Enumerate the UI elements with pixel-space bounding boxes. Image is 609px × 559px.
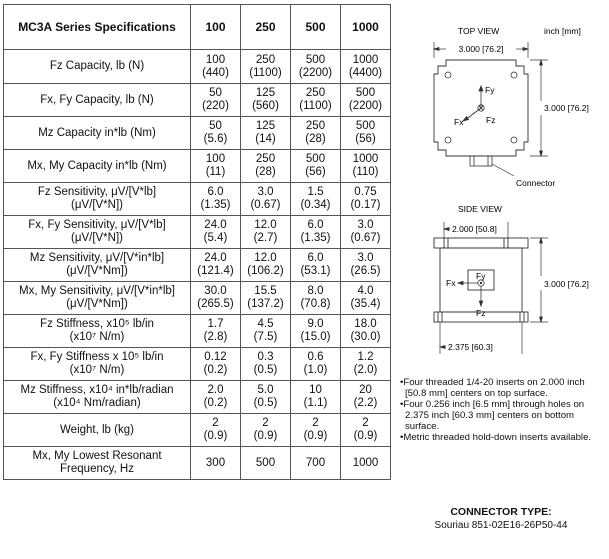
spec-label-line: Fz Sensitivity, μV/[V*lb] [37,186,157,198]
value-line: (2.8) [203,331,228,343]
value-cell [241,249,291,282]
value-cell [191,348,241,381]
value-line: 1.7 [207,318,224,330]
table-row [4,315,391,348]
spec-label-line: Fx, Fy Capacity, lb (N) [40,93,154,106]
value-cell [241,84,291,117]
value-cell [241,216,291,249]
value-cell [241,348,291,381]
value-cell [341,315,391,348]
value-line: (0.67) [350,232,381,244]
value-cell [341,84,391,117]
value-line: 6.0 [307,219,324,231]
value-line: 300 [205,456,226,469]
table-row [4,117,391,150]
value-cell [291,282,341,315]
note-bottom-holes: •Four 0.256 inch [6.5 mm] through holes on 2.375 inch [60.3 mm] centers on bottom surface. [400,399,585,432]
value-line: (2.0) [353,364,378,376]
spec-label-line: (x10⁷ N/m) [69,331,125,343]
spec-label-line: (μV/[V*N]) [71,232,123,244]
value-line: 1.2 [357,351,374,363]
spec-label-line: Mx, My Capacity in*lb (Nm) [27,159,167,172]
value-line: (0.5) [253,397,278,409]
value-line: 3.0 [357,252,374,264]
value-cell [241,117,291,150]
value-line: 100 [205,53,226,66]
value-line: 12.0 [254,219,277,231]
value-line: (440) [202,66,229,79]
value-line: (2.2) [353,397,378,409]
value-line: (70.8) [300,298,331,310]
value-line: 2 [312,417,319,429]
header-spec: MC3A Series Specifications [4,5,191,50]
value-line: 125 [255,87,276,99]
value-line: 500 [255,456,276,469]
value-cell [241,50,291,84]
value-cell [291,381,341,414]
value-line: (7.5) [253,331,278,343]
spec-label [4,381,191,414]
table-row [4,249,391,282]
value-line: 250 [305,87,326,99]
value-cell [291,348,341,381]
spec-label [4,348,191,381]
spec-label [4,447,191,480]
spec-label-line: Mz Sensitivity, μV/[V*in*lb] [29,252,165,264]
value-line: (0.9) [253,430,278,442]
spec-label-line: Mx, My Lowest Resonant [32,450,162,462]
value-cell [291,414,341,447]
value-line: (15.0) [300,331,331,343]
spec-label-line: (μV/[V*Nm]) [66,265,128,277]
value-line: (106.2) [247,265,284,277]
value-cell [191,381,241,414]
value-cell [241,150,291,183]
value-line: 2 [362,417,369,429]
value-line: 12.0 [254,252,277,264]
value-cell [341,150,391,183]
mounting-notes [400,377,600,443]
value-line: (0.5) [253,364,278,376]
value-line: (265.5) [197,298,234,310]
spec-label [4,50,191,84]
value-line: 0.12 [204,351,227,363]
spec-label-line: Fz Stiffness, x10⁵ lb/in [40,318,154,330]
value-cell [191,183,241,216]
value-line: (4400) [348,66,383,79]
value-line: 250 [255,53,276,66]
value-line: (53.1) [300,265,331,277]
value-line: 4.0 [357,285,374,297]
value-line: (1.35) [200,199,231,211]
value-cell [291,249,341,282]
value-line: (35.4) [350,298,381,310]
value-cell [241,414,291,447]
value-line: (56) [305,166,326,178]
top-view-title: TOP VIEW [458,26,500,36]
value-line: 500 [305,53,326,66]
value-cell [291,183,341,216]
value-line: 50 [209,87,222,99]
top-view-height-label: 3.000 [76.2] [544,103,589,113]
note-top-inserts: •Four threaded 1/4-20 inserts on 2.000 inch [50.8 mm] centers on top surface. [400,377,585,399]
value-line: 125 [255,120,276,132]
value-line: (0.9) [303,430,328,442]
spec-label-line: Fx, Fy Sensitivity, μV/[V*lb] [28,219,166,231]
value-line: 4.5 [257,318,274,330]
spec-label [4,249,191,282]
value-line: (56) [355,133,376,145]
value-cell [241,282,291,315]
value-line: 3.0 [357,219,374,231]
value-cell [341,249,391,282]
header-model-1000: 1000 [341,5,391,50]
table-row [4,447,391,480]
value-line: 2.0 [207,384,224,396]
value-cell [291,84,341,117]
value-line: (14) [255,133,276,145]
value-line: (30.0) [350,331,381,343]
value-line: 0.3 [257,351,274,363]
spec-label [4,414,191,447]
value-cell [191,50,241,84]
value-line: (560) [252,100,279,112]
spec-label-line: Mx, My Sensitivity, μV/[V*in*lb] [19,285,175,297]
value-line: (28) [305,133,326,145]
value-line: 3.0 [257,186,274,198]
value-line: 700 [305,456,326,469]
table-row [4,381,391,414]
value-line: (0.67) [250,199,281,211]
value-line: (1.1) [303,397,328,409]
value-line: 5.0 [257,384,274,396]
value-cell [341,117,391,150]
value-line: (5.4) [203,232,228,244]
table-row [4,50,391,84]
value-cell [341,414,391,447]
side-view-height-label: 3.000 [76.2] [544,279,589,289]
spec-label-line: Mz Stiffness, x10⁴ in*lb/radian [20,384,174,396]
value-line: 500 [355,120,376,132]
value-line: 250 [305,120,326,132]
header-model-250: 250 [241,5,291,50]
table-row [4,348,391,381]
spec-label [4,216,191,249]
value-cell [291,216,341,249]
spec-body [4,50,391,480]
table-row [4,183,391,216]
value-cell [291,447,341,480]
value-line: (1.0) [303,364,328,376]
value-line: (0.17) [350,199,381,211]
value-line: (26.5) [350,265,381,277]
side-view-fx-label: Fx [446,278,456,288]
value-cell [191,216,241,249]
spec-label-line: Weight, lb (kg) [60,423,134,436]
value-line: 0.6 [307,351,324,363]
value-cell [191,447,241,480]
value-line: (2200) [298,66,333,79]
spec-label-line: Fz Capacity, lb (N) [49,60,145,72]
value-line: (0.9) [353,430,378,442]
top-view-fz-label: Fz [486,115,496,125]
value-line: 250 [255,153,276,165]
value-line: 9.0 [307,318,324,330]
value-line: 2 [212,417,219,429]
value-cell [191,84,241,117]
value-line: 8.0 [307,285,324,297]
spec-label-line: Frequency, Hz [60,463,134,475]
value-line: 30.0 [204,285,227,297]
value-line: 2 [262,417,269,429]
value-line: 1000 [352,153,379,165]
side-view-top-dim-label: 2.000 [50.8] [452,224,497,234]
value-cell [341,216,391,249]
value-line: 0.75 [354,186,377,198]
value-line: 24.0 [204,219,227,231]
value-cell [341,50,391,84]
value-line: 50 [209,120,222,132]
value-cell [191,117,241,150]
value-line: 1000 [352,53,379,66]
value-line: 500 [355,87,376,99]
spec-label-line: (μV/[V*Nm]) [66,298,128,310]
side-view-fy-label: Fy [476,271,486,281]
top-view-width-label: 3.000 [76.2] [458,44,504,54]
header-model-500: 500 [291,5,341,50]
spec-label [4,282,191,315]
spec-label-line: (x10⁴ Nm/radian) [53,397,141,409]
value-line: (0.9) [203,430,228,442]
value-line: 6.0 [307,252,324,264]
side-view-axes [458,280,484,306]
value-line: (137.2) [247,298,284,310]
spec-label [4,150,191,183]
value-line: 1000 [352,456,379,469]
spec-label [4,84,191,117]
spec-label [4,183,191,216]
table-row [4,282,391,315]
drawings-column [398,0,604,559]
value-line: 10 [309,384,322,396]
table-row [4,414,391,447]
spec-label-line: Fx, Fy Stiffness x 10⁵ lb/in [30,351,164,363]
top-view-connector-label: Connector [516,178,556,188]
value-line: 18.0 [354,318,377,330]
value-line: 1.5 [307,186,324,198]
top-view-fx-label: Fx [454,117,464,127]
value-line: 15.5 [254,285,277,297]
top-view-axes [463,86,484,121]
note-metric-inserts: •Metric threaded hold-down inserts available. [400,432,592,443]
connector-part-number: Souriau 851-02E16-26P50-44 [434,520,568,531]
top-view-connector-shape [470,156,492,166]
value-line: (1100) [299,100,332,112]
value-cell [241,315,291,348]
value-cell [341,282,391,315]
value-line: (220) [202,100,229,112]
table-row [4,84,391,117]
header-model-100: 100 [191,5,241,50]
value-line: (110) [352,166,379,178]
value-line: 500 [305,153,326,165]
value-line: (0.2) [203,397,228,409]
spec-label-line: (x10⁷ N/m) [69,364,125,376]
technical-drawings [398,0,604,372]
table-row [4,216,391,249]
top-view-unit: inch [mm] [544,26,581,36]
value-line: (0.2) [203,364,228,376]
side-view-bottom-dim-label: 2.375 [60.3] [448,342,493,352]
value-line: 24.0 [204,252,227,264]
side-view-fz-label: Fz [476,308,486,318]
spec-label-line: (μV/[V*N]) [71,199,123,211]
value-line: (121.4) [197,265,234,277]
value-line: 100 [205,153,226,165]
value-cell [191,150,241,183]
spec-label [4,117,191,150]
value-line: (28) [255,166,276,178]
value-line: (1100) [249,66,282,79]
value-cell [341,447,391,480]
value-cell [341,381,391,414]
value-line: (5.6) [203,133,228,145]
value-cell [341,348,391,381]
value-cell [291,117,341,150]
value-line: 6.0 [207,186,224,198]
top-view-fy-label: Fy [485,85,495,95]
value-cell [241,183,291,216]
top-view-connector-leader [492,164,514,176]
table-row [4,150,391,183]
value-line: (1.35) [300,232,331,244]
value-cell [191,282,241,315]
value-cell [241,447,291,480]
spec-label [4,315,191,348]
value-cell [191,414,241,447]
connector-type-title: CONNECTOR TYPE: [450,506,552,518]
side-view-title: SIDE VIEW [458,204,502,214]
value-cell [191,315,241,348]
value-line: (11) [205,166,226,178]
value-line: (2200) [348,100,383,112]
spec-table [3,4,391,480]
value-cell [291,315,341,348]
table-header-row [4,5,391,50]
value-cell [191,249,241,282]
value-line: (2.7) [253,232,278,244]
value-cell [341,183,391,216]
value-cell [291,150,341,183]
value-cell [241,381,291,414]
spec-label-line: Mz Capacity in*lb (Nm) [38,126,156,139]
value-line: (0.34) [300,199,331,211]
value-line: 20 [359,384,372,396]
value-cell [291,50,341,84]
